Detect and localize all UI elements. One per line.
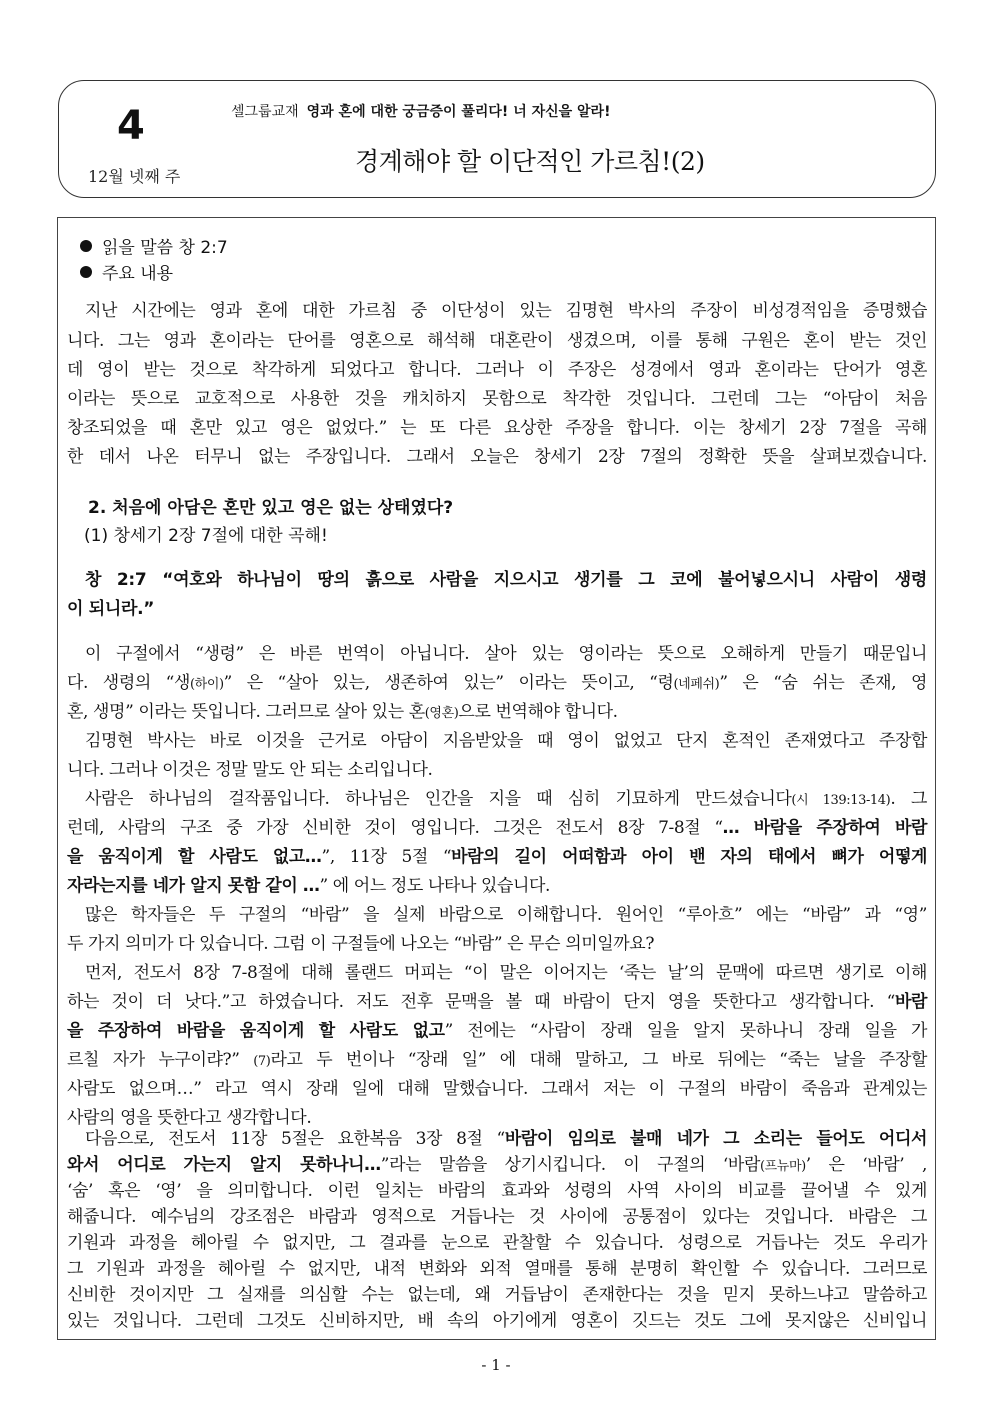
body-line: 먼저, 전도서 8장 7-8절에 대해 롤랜드 머피는 “이 말은 이어지는 ‘죽는 날’의 문맥에 따르면 생기로 이해 [85,963,927,983]
body-line: 다. 생령의 “생(하이)” 은 “살아 있는, 생존하여 있는” 이라는 뜻이고, “령(네페쉬)” 은 “숨 쉬는 존재, 영 [67,673,927,693]
reading-bullet: 읽을 말씀 창 2:7 [80,233,228,258]
bullet-dot-icon [80,266,92,278]
body-line: 이 구절에서 “생령” 은 바른 번역이 아닙니다. 살아 있는 영이라는 뜻으로 오해하게 만들기 때문입니 [85,644,927,664]
lesson-number: 4 [117,103,144,149]
body-line: 을 움직이게 할 사람도 없고…”, 11장 5절 “바람의 길이 어떠함과 아이 밴 자의 태에서 뼈가 어떻게 [67,847,927,867]
body-line: 니다. 그러나 이것은 정말 말도 안 되는 소리입니다. [67,760,433,780]
series-line [231,101,610,121]
body-line: ‘숨’ 혹은 ‘영’ 을 의미합니다. 이런 일치는 바람의 효과와 성령의 사역 사이의 비교를 끌어낼 수 있게 [67,1181,927,1201]
body-line: 르칠 자가 누구이랴?” (7)라고 두 번이나 “장래 일” 에 대해 말하고, 그 바로 뒤에는 “죽는 날을 주장할 [67,1050,927,1070]
intro-line: 이라는 뜻으로 교호적으로 사용한 것을 캐치하지 못함으로 착각한 것입니다. 그런데 그는 “아담이 처음 [67,389,927,409]
body-line: 사람도 없으며…” 라고 역시 장래 일에 대해 말했습니다. 그래서 저는 이 구절의 바람이 죽음과 관계있는 [67,1079,927,1099]
body-line: 두 가지 의미가 다 있습니다. 그럼 이 구절들에 나오는 “바람” 은 무슨 의미일까요? [67,934,655,954]
body-line: 하는 것이 더 낫다.”고 하였습니다. 저도 전후 문맥을 볼 때 바람이 단지 영을 뜻한다고 생각합니다. “바람 [67,992,927,1012]
body-line: 혼, 생명” 이라는 뜻입니다. 그러므로 살아 있는 혼(영혼)으로 번역해야 합니다. [67,702,618,722]
summary-bullet: 주요 내용 [80,259,173,284]
series-label: 셀그룹교재 [231,104,299,120]
body-line: 신비한 것이지만 그 실재를 의심할 수는 없는데, 왜 거듭남이 존재한다는 것을 믿지 못하느냐고 말씀하고 [67,1285,927,1305]
verse-line: 이 되니라.” [67,599,155,619]
body-line: 런데, 사람의 구조 중 가장 신비한 것이 영입니다. 그것은 전도서 8장 7-8절 “… 바람을 주장하여 바람 [67,818,928,838]
body-line: 그 기원과 과정을 헤아릴 수 없지만, 내적 변화와 외적 열매를 통해 분명히 확인할 수 있습니다. 그러므로 [67,1259,927,1279]
section-subheading: (1) 창세기 2장 7절에 대한 곡해! [84,526,328,546]
body-line: 다음으로, 전도서 11장 5절은 요한복음 3장 8절 “바람이 임의로 불매 네가 그 소리는 들어도 어디서 [85,1129,927,1149]
lesson-title: 경계해야 할 이단적인 가르침!(2) [355,147,705,176]
intro-line: 창조되었을 때 혼만 있고 영은 없었다.” 는 또 다른 요상한 주장을 합니다. 이는 창세기 2장 7절을 곡해 [67,418,927,438]
body-line: 사람의 영을 뜻한다고 생각합니다. [67,1108,312,1128]
body-line: 와서 어디로 가는지 알지 못하나니…”라는 말씀을 상기시킵니다. 이 구절의 ‘바람(프뉴마)’ 은 ‘바람’ , [67,1155,927,1175]
verse-line: 창 2:7 “여호와 하나님이 땅의 흙으로 사람을 지으시고 생기를 그 코에 불어넣으시니 사람이 생령 [85,570,927,590]
intro-line: 데 영이 받는 것으로 착각하게 되었다고 합니다. 그러나 이 주장은 성경에서 영과 혼이라는 단어가 영혼 [67,360,927,380]
intro-line: 니다. 그는 영과 혼이라는 단어를 영혼으로 해석해 대혼란이 생겼으며, 이를 통해 구원은 혼이 받는 것인 [67,331,927,351]
body-line: 김명현 박사는 바로 이것을 근거로 아담이 지음받았을 때 영이 없었고 단지 혼적인 존재였다고 주장합 [85,731,927,751]
body-line: 해줍니다. 예수님의 강조점은 바람과 영적으로 거듭나는 것 사이에 공통점이 있다는 것입니다. 바람은 그 [67,1207,927,1227]
body-line: 을 주장하여 바람을 움직이게 할 사람도 없고” 전에는 “사람이 장래 일을 알지 못하나니 장래 일을 가 [67,1021,927,1041]
body-line: 많은 학자들은 두 구절의 “바람” 을 실제 바람으로 이해합니다. 원어인 “루아흐” 에는 “바람” 과 “영” [85,905,927,925]
intro-line: 지난 시간에는 영과 혼에 대한 가르침 중 이단성이 있는 김명현 박사의 주장이 비성경적임을 증명했습 [85,301,927,321]
intro-line: 한 데서 나온 터무니 없는 주장입니다. 그래서 오늘은 창세기 2장 7절의 정확한 뜻을 살펴보겠습니다. [67,447,927,467]
body-line: 있는 것입니다. 그런데 그것도 신비하지만, 배 속의 아기에게 영혼이 깃드는 것도 그에 못지않은 신비입니 [67,1311,927,1331]
lesson-header-box [58,80,936,198]
section-heading: 2. 처음에 아담은 혼만 있고 영은 없는 상태였다? [88,498,454,518]
bullet-dot-icon [80,240,92,252]
week-label: 12월 넷째 주 [88,167,181,186]
body-line: 기원과 과정을 헤아릴 수 없지만, 그 결과를 눈으로 관찰할 수 있습니다. 성령으로 거듭나는 것도 우리가 [67,1233,927,1253]
body-line: 자라는지를 네가 알지 못함 같이 …” 에 어느 정도 나타나 있습니다. [67,876,551,896]
page-number: - 1 - [481,1356,511,1374]
body-line: 사람은 하나님의 걸작품입니다. 하나님은 인간을 지을 때 심히 기묘하게 만드셨습니다(시 139:13-14). 그 [85,789,928,809]
series-subject: 영과 혼에 대한 궁금증이 풀리다! 너 자신을 알라! [306,104,611,120]
